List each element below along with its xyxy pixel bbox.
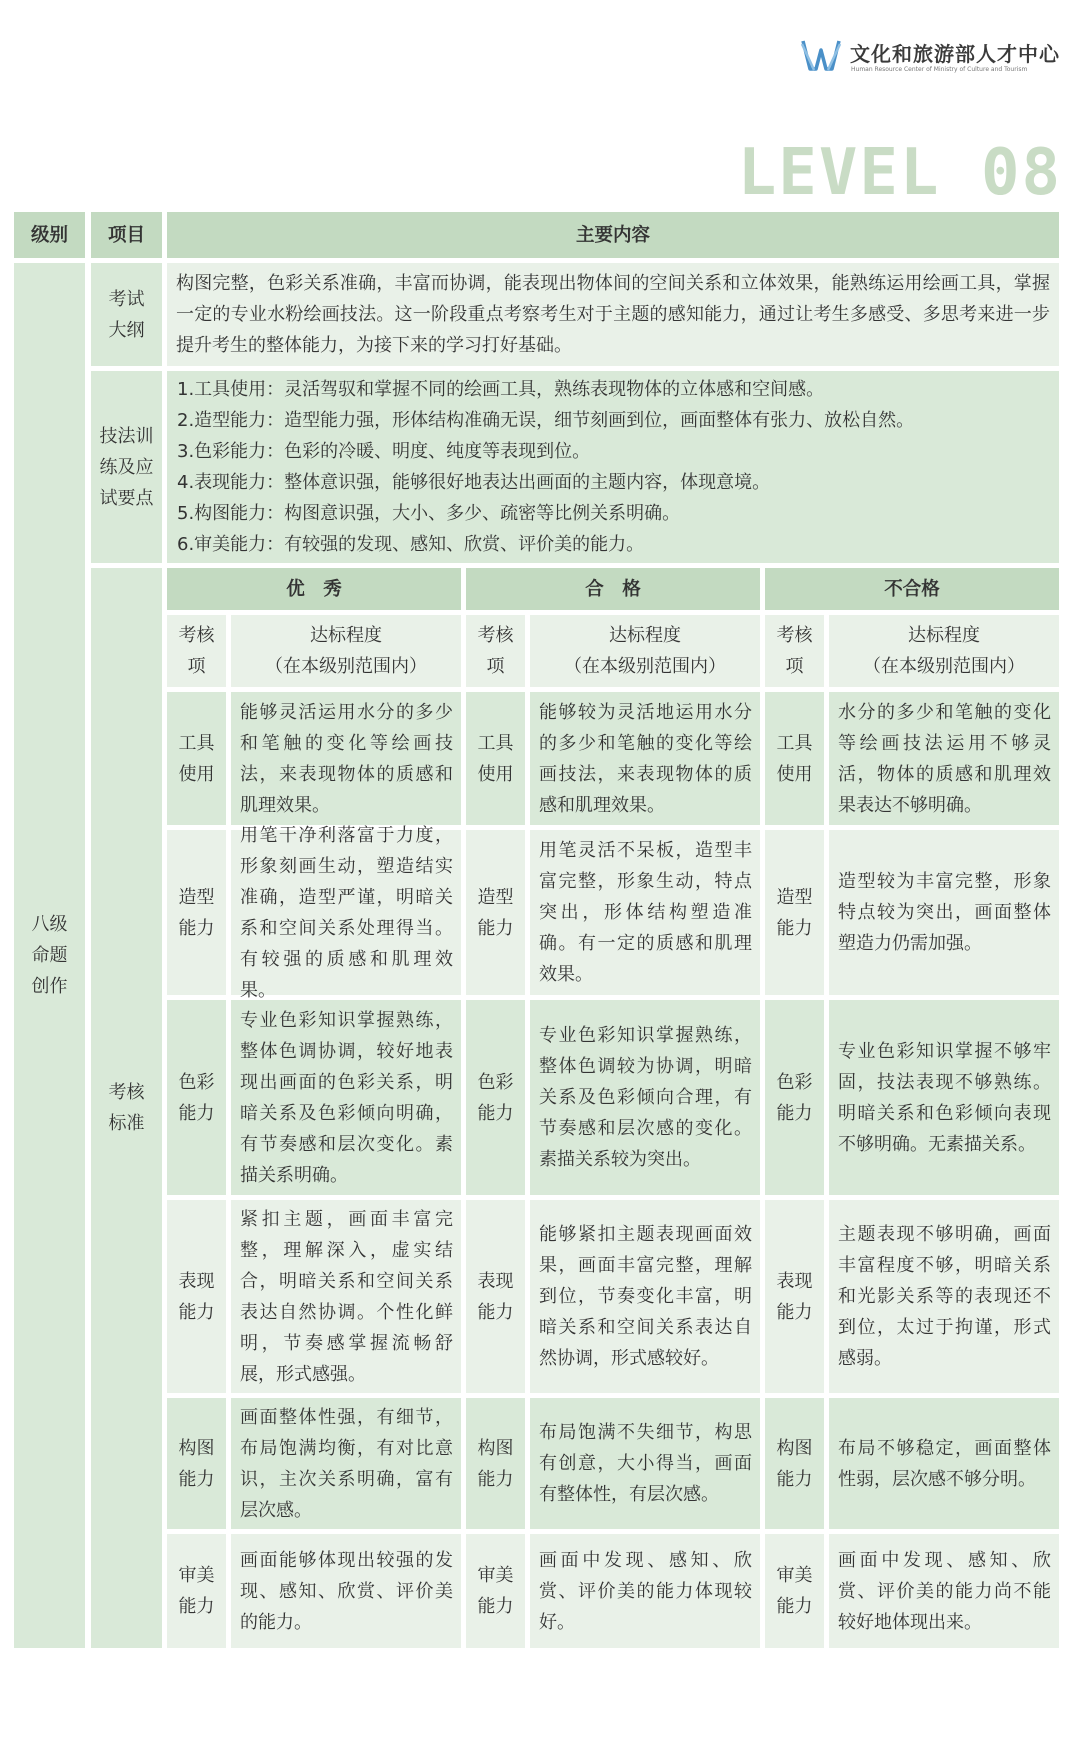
criteria-fail-text: 造型较为丰富完整，形象特点较为突出，画面整体塑造力仍需加强。 <box>838 871 1051 954</box>
sub-header-standard <box>829 615 1059 687</box>
criteria-excellent-text: 画面能够体现出较强的发现、感知、欣赏、评价美的能力。 <box>240 1549 453 1633</box>
sub-header-item <box>466 615 525 687</box>
criteria-item-cell <box>765 692 824 825</box>
sub-item-line: 项 <box>785 656 804 677</box>
criteria-item-line: 色彩 <box>178 1071 215 1093</box>
criteria-excellent-text: 专业色彩知识掌握熟练，整体色调协调，较好地表现出画面的色彩关系，明暗关系及色彩倾向明确，有节奏感和层次变化。素描关系明确。 <box>240 1009 453 1186</box>
criteria-pass-text: 画面中发现、感知、欣赏、评价美的能力体现较好。 <box>539 1549 752 1633</box>
criteria-excellent-cell <box>231 1398 461 1529</box>
list-item: 4.表现能力：整体意识强，能够很好地表达出画面的主题内容，体现意境。 <box>177 472 771 493</box>
header-content: 主要内容 <box>167 212 1059 258</box>
criteria-item-line: 能力 <box>178 917 215 939</box>
criteria-excellent-cell <box>231 1534 461 1648</box>
criteria-item-line: 审美 <box>776 1565 813 1586</box>
criteria-item-cell <box>765 1200 824 1393</box>
criteria-pass-cell <box>530 1200 760 1393</box>
list-item: 5.构图能力：构图意识强，大小、多少、疏密等比例关系明确。 <box>177 503 681 524</box>
criteria-item-line: 表现 <box>477 1270 514 1292</box>
criteria-item-line: 构图 <box>776 1437 813 1459</box>
criteria-excellent-cell <box>231 692 461 825</box>
criteria-item-cell <box>765 1000 824 1195</box>
criteria-fail-text: 布局不够稳定，画面整体性弱，层次感不够分明。 <box>838 1437 1051 1490</box>
criteria-fail-cell <box>829 1000 1059 1195</box>
criteria-item-line: 审美 <box>477 1565 514 1586</box>
sub-item-line: 项 <box>187 656 206 677</box>
criteria-item-line: 表现 <box>178 1270 215 1292</box>
criteria-item-line: 造型 <box>477 886 514 908</box>
criteria-pass-cell <box>530 830 760 995</box>
sub-item-line: 项 <box>486 656 505 677</box>
list-item: 2.造型能力：造型能力强，形体结构准确无误，细节刻画到位，画面整体有张力、放松自然。 <box>177 410 915 431</box>
criteria-item-line: 能力 <box>477 1301 514 1323</box>
header-level: 级别 <box>14 212 85 258</box>
skills-list <box>167 371 1059 563</box>
sub-header-standard <box>231 615 461 687</box>
criteria-item-cell <box>167 1398 226 1529</box>
grade-excellent: 优 秀 <box>167 568 461 610</box>
criteria-pass-text: 用笔灵活不呆板，造型丰富完整，形象生动，特点突出，形体结构塑造准确。有一定的质感和肌理效果。 <box>539 840 752 985</box>
criteria-item-line: 使用 <box>776 763 813 785</box>
sub-header-item <box>167 615 226 687</box>
outline-label-line: 大纲 <box>108 319 145 341</box>
list-item: 6.审美能力：有较强的发现、感知、欣赏、评价美的能力。 <box>177 534 645 555</box>
sub-standard-line: 达标程度 <box>908 625 980 646</box>
criteria-item-line: 工具 <box>178 732 215 754</box>
criteria-excellent-text: 紧扣主题，画面丰富完整，理解深入，虚实结合，明暗关系和空间关系表达自然协调。个性化鲜明，节奏感掌握流畅舒展，形式感强。 <box>240 1208 453 1385</box>
criteria-excellent-text: 用笔干净利落富于力度，形象刻画生动，塑造结实准确，造型严谨，明暗关系和空间关系处理得当。有较强的质感和肌理效果。 <box>240 824 453 1001</box>
sub-standard-line: （在本级别范围内） <box>564 656 726 677</box>
sub-standard-line: （在本级别范围内） <box>863 656 1025 677</box>
header-item: 项目 <box>91 212 162 258</box>
skills-label-line: 技法训 <box>99 425 154 447</box>
list-item: 3.色彩能力：色彩的冷暖、明度、纯度等表现到位。 <box>177 441 591 462</box>
criteria-item-line: 能力 <box>178 1468 215 1490</box>
criteria-excellent-text: 能够灵活运用水分的多少和笔触的变化等绘画技法，来表现物体的质感和肌理效果。 <box>240 701 453 816</box>
criteria-label <box>91 568 162 1648</box>
sub-header-item <box>765 615 824 687</box>
criteria-item-line: 能力 <box>178 1596 215 1617</box>
grade-pass: 合 格 <box>466 568 760 610</box>
skills-label-line: 试要点 <box>99 487 154 509</box>
criteria-fail-cell <box>829 1200 1059 1393</box>
criteria-item-line: 表现 <box>776 1270 813 1292</box>
criteria-pass-cell <box>530 692 760 825</box>
criteria-excellent-cell <box>231 1000 461 1195</box>
criteria-pass-cell <box>530 1398 760 1529</box>
skills-label <box>91 371 162 563</box>
org-name-cn: 文化和旅游部人才中心 <box>850 42 1060 66</box>
criteria-fail-text: 专业色彩知识掌握不够牢固，技法表现不够熟练。明暗关系和色彩倾向表现不够明确。无素描关系。 <box>838 1040 1051 1155</box>
criteria-item-cell <box>466 1200 525 1393</box>
criteria-item-line: 造型 <box>178 886 215 908</box>
criteria-item-line: 造型 <box>776 886 813 908</box>
criteria-label-line: 考核 <box>108 1082 145 1103</box>
criteria-item-line: 构图 <box>178 1437 215 1459</box>
outline-text-cell <box>167 263 1059 366</box>
criteria-pass-text: 布局饱满不失细节，构思有创意，大小得当，画面有整体性，有层次感。 <box>539 1422 752 1505</box>
criteria-pass-text: 能够较为灵活地运用水分的多少和笔触的变化等绘画技法，来表现物体的质感和肌理效果。 <box>539 701 752 816</box>
outline-text: 构图完整，色彩关系准确，丰富而协调，能表现出物体间的空间关系和立体效果，能熟练运用绘画工具，掌握一定的专业水粉绘画技法。这一阶段重点考察考生对于主题的感知能力，通过让考生多感受、多思考来进一步提升考生的整体能力，为接下来的学习打好基础。 <box>176 273 1050 356</box>
criteria-item-line: 工具 <box>776 732 813 754</box>
criteria-excellent-cell <box>231 824 461 1001</box>
level-name-cell <box>14 263 85 1648</box>
criteria-item-cell <box>466 1398 525 1529</box>
criteria-item-cell <box>466 692 525 825</box>
criteria-item-line: 能力 <box>477 917 514 939</box>
criteria-item-line: 色彩 <box>477 1071 514 1093</box>
criteria-fail-text: 水分的多少和笔触的变化等绘画技法运用不够灵活，物体的质感和肌理效果表达不够明确。 <box>838 701 1051 816</box>
criteria-fail-cell <box>829 1534 1059 1648</box>
criteria-pass-cell <box>530 1534 760 1648</box>
sub-item-line: 考核 <box>776 625 813 646</box>
criteria-item-line: 能力 <box>178 1102 215 1124</box>
criteria-item-cell <box>466 830 525 995</box>
criteria-item-line: 能力 <box>477 1102 514 1124</box>
criteria-item-line: 审美 <box>178 1565 215 1586</box>
criteria-item-line: 构图 <box>477 1437 514 1459</box>
criteria-pass-text: 专业色彩知识掌握熟练，整体色调较为协调，明暗关系及色彩倾向合理，有节奏感和层次感的变化。素描关系较为突出。 <box>539 1025 752 1170</box>
skills-label-line: 练及应 <box>99 456 154 478</box>
criteria-item-line: 能力 <box>477 1468 514 1490</box>
criteria-item-cell <box>167 692 226 825</box>
sub-item-line: 考核 <box>178 625 215 646</box>
criteria-item-line: 能力 <box>776 1468 813 1490</box>
criteria-excellent-cell <box>231 1200 461 1393</box>
criteria-item-cell <box>167 830 226 995</box>
sub-standard-line: （在本级别范围内） <box>265 656 427 677</box>
criteria-item-line: 工具 <box>477 732 514 754</box>
criteria-fail-cell <box>829 830 1059 995</box>
level-name-line: 创作 <box>31 976 68 997</box>
outline-label <box>91 263 162 366</box>
criteria-item-line: 能力 <box>776 1102 813 1124</box>
sub-standard-line: 达标程度 <box>310 625 382 646</box>
criteria-item-cell <box>466 1000 525 1195</box>
criteria-label-line: 标准 <box>108 1113 145 1134</box>
criteria-item-line: 能力 <box>477 1596 514 1617</box>
level-title: LEVEL 08 <box>737 136 1062 210</box>
criteria-item-line: 能力 <box>776 1301 813 1323</box>
sub-item-line: 考核 <box>477 625 514 646</box>
org-name-en: Human Resource Center of Ministry of Culture and Tourism <box>851 66 1028 73</box>
criteria-item-cell <box>167 1000 226 1195</box>
criteria-fail-cell <box>829 692 1059 825</box>
criteria-item-cell <box>167 1534 226 1648</box>
criteria-item-cell <box>765 1534 824 1648</box>
criteria-item-line: 使用 <box>178 763 215 785</box>
sub-standard-line: 达标程度 <box>609 625 681 646</box>
criteria-item-line: 色彩 <box>776 1071 813 1093</box>
criteria-item-line: 能力 <box>776 917 813 939</box>
criteria-pass-text: 能够紧扣主题表现画面效果，画面丰富完整，理解到位，节奏变化丰富，明暗关系和空间关系表达自然协调，形式感较好。 <box>539 1224 752 1369</box>
criteria-item-line: 能力 <box>178 1301 215 1323</box>
list-item: 1.工具使用：灵活驾驭和掌握不同的绘画工具，熟练表现物体的立体感和空间感。 <box>177 379 825 400</box>
criteria-fail-text: 主题表现不够明确，画面丰富程度不够，明暗关系和光影关系等的表现还不到位，太过于拘谨，形式感弱。 <box>838 1224 1051 1369</box>
level-name-line: 命题 <box>31 945 68 966</box>
criteria-item-cell <box>466 1534 525 1648</box>
criteria-excellent-text: 画面整体性强，有细节，布局饱满均衡，有对比意识，主次关系明确，富有层次感。 <box>240 1406 453 1521</box>
criteria-item-cell <box>765 1398 824 1529</box>
criteria-pass-cell <box>530 1000 760 1195</box>
sub-header-standard <box>530 615 760 687</box>
criteria-fail-cell <box>829 1398 1059 1529</box>
criteria-item-cell <box>167 1200 226 1393</box>
criteria-item-line: 能力 <box>776 1596 813 1617</box>
level-name-line: 八级 <box>31 914 68 935</box>
outline-label-line: 考试 <box>108 288 145 310</box>
criteria-item-line: 使用 <box>477 763 514 785</box>
criteria-item-cell <box>765 830 824 995</box>
grade-fail: 不合格 <box>765 568 1059 610</box>
criteria-fail-text: 画面中发现、感知、欣赏、评价美的能力尚不能较好地体现出来。 <box>838 1549 1051 1633</box>
